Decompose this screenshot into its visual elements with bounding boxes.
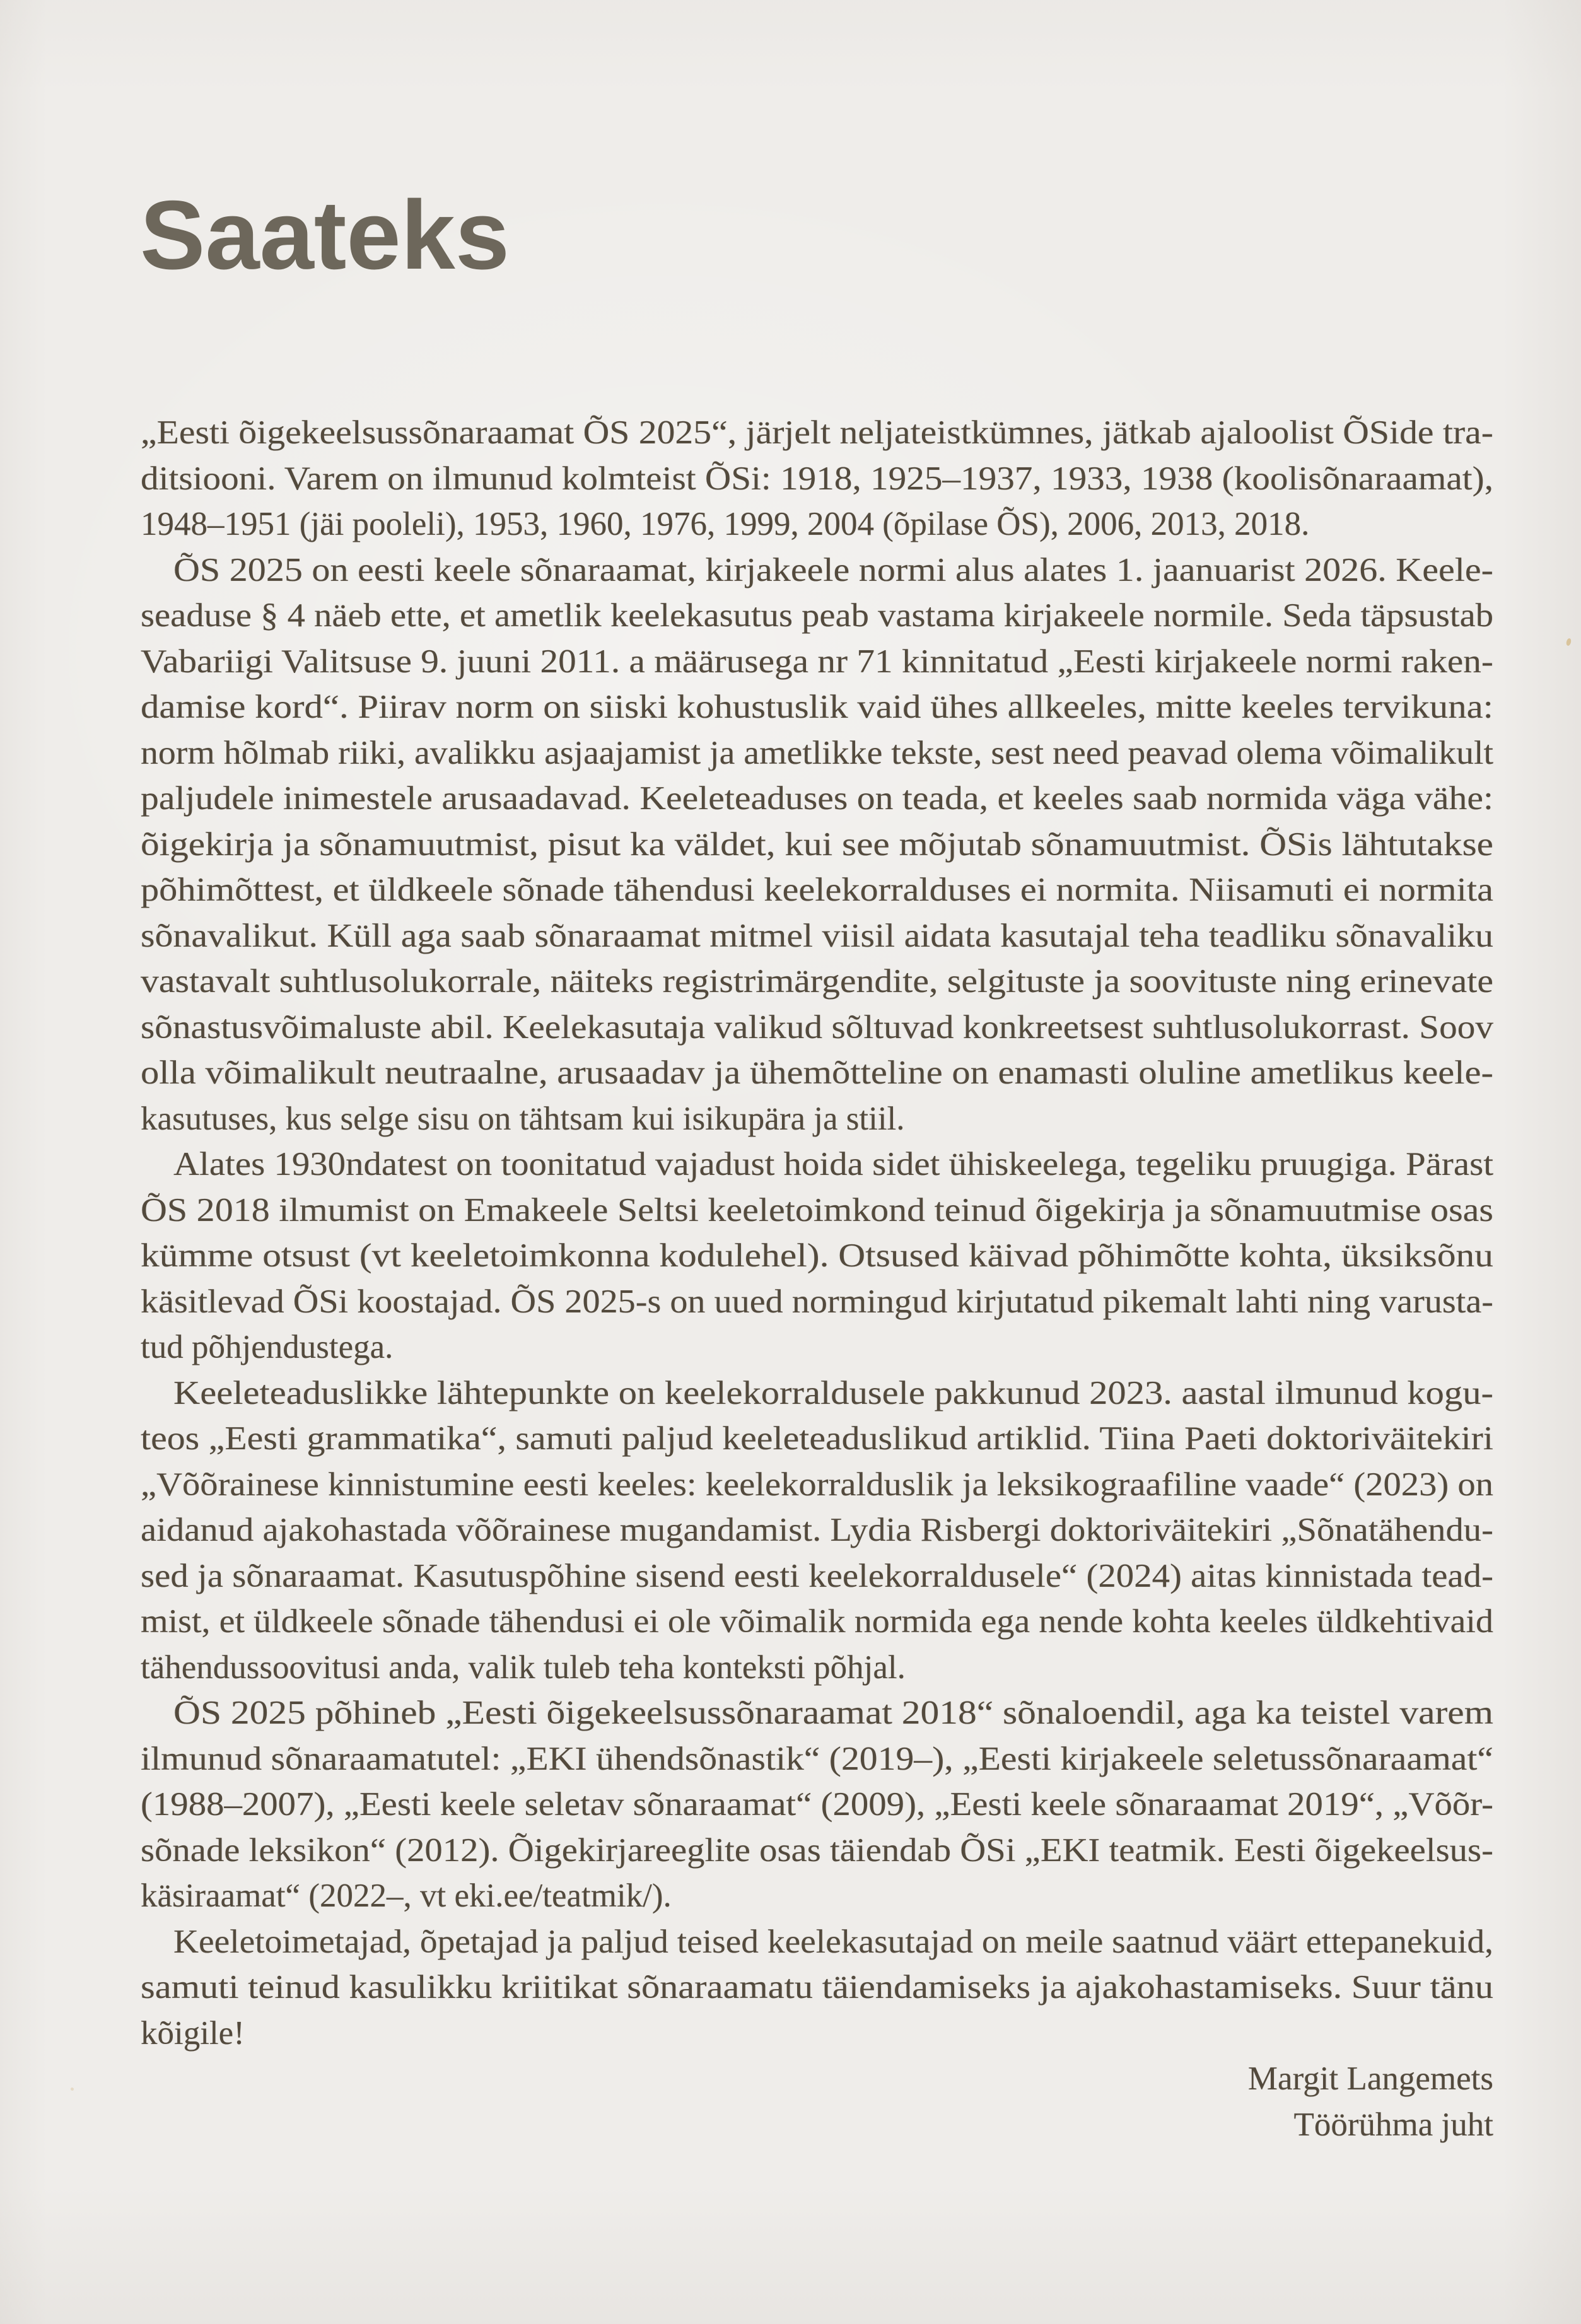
text-line: paljudele inimestele arusaadavad. Keeleteaduses on teada, et keeles saab normida väga vähe: xyxy=(141,780,1493,817)
text-line: ÕS 2025 põhineb „Eesti õigekeelsussõnaraamat 2018“ sõnaloendil, aga ka teistel varem xyxy=(173,1695,1493,1731)
signature-block xyxy=(141,2056,1493,2147)
text-line: ilmunud sõnaraamatutel: „EKI ühendsõnastik“ (2019–), „Eesti kirjakeele seletussõnaraamat“ xyxy=(141,1740,1493,1777)
text-line: kõigile! xyxy=(141,2014,245,2052)
page-title: Saateks xyxy=(140,180,510,289)
text-line: Alates 1930ndatest on toonitatud vajadust hoida sidet ühiskeelega, tegeliku pruugiga. Pärast xyxy=(173,1146,1493,1182)
text-line: sed ja sõnaraamat. Kasutuspõhine sisend eesti keelekorraldusele“ (2024) aitas kinnistada tead- xyxy=(141,1557,1493,1594)
signature-role: Töörühma juht xyxy=(1293,2106,1493,2143)
paper-speck xyxy=(1565,638,1572,646)
paper-speck xyxy=(71,2088,74,2091)
text-line: ÕS 2025 on eesti keele sõnaraamat, kirjakeele normi alus alates 1. jaanuarist 2026. Keele- xyxy=(173,551,1493,588)
text-line: õigekirja ja sõnamuutmist, pisut ka väldet, kui see mõjutab sõnamuutmist. ÕSis lähtutakse xyxy=(141,826,1493,863)
text-line: damise kord“. Piirav norm on siiski kohustuslik vaid ühes allkeeles, mitte keeles tervikuna: xyxy=(141,689,1493,725)
text-line: Vabariigi Valitsuse 9. juuni 2011. a määrusega nr 71 kinnitatud „Eesti kirjakeele normi raken- xyxy=(141,643,1493,680)
text-line: mist, et üldkeele sõnade tähendusi ei ole võimalik normida ega nende kohta keeles üldkehtivaid xyxy=(141,1603,1493,1640)
text-line: kasutuses, kus selge sisu on tähtsam kui isikupära ja stiil. xyxy=(141,1100,905,1137)
paragraph xyxy=(141,1142,1493,1370)
paragraph xyxy=(141,1919,1493,2057)
text-line: norm hõlmab riiki, avalikku asjaajamist ja ametlikke tekste, sest need peavad olema võimalikult xyxy=(141,734,1493,771)
text-line: tud põhjendustega. xyxy=(141,1329,394,1365)
text-line: aidanud ajakohastada võõrainese mugandamist. Lydia Risbergi doktoriväitekiri „Sõnatähendu- xyxy=(141,1512,1493,1548)
text-line: põhimõttest, et üldkeele sõnade tähendusi keelekorralduses ei normita. Niisamuti ei normita xyxy=(141,872,1493,908)
paragraph xyxy=(141,1370,1493,1691)
paragraph xyxy=(141,410,1493,547)
text-line: vastavalt suhtlusolukorrale, näiteks registrimärgendite, selgituste ja soovituste ning erinevate xyxy=(141,963,1493,1000)
text-line: tähendussoovitusi anda, valik tuleb teha konteksti põhjal. xyxy=(141,1649,906,1686)
paragraph xyxy=(141,547,1493,1142)
text-line: Keeletoimetajad, õpetajad ja paljud teised keelekasutajad on meile saatnud väärt ettepanekuid, xyxy=(173,1923,1493,1960)
text-line: sõnavalikut. Küll aga saab sõnaraamat mitmel viisil aidata kasutajal teha teadliku sõnavaliku xyxy=(141,917,1493,954)
text-line: Keeleteaduslikke lähtepunkte on keelekorraldusele pakkunud 2023. aastal ilmunud kogu- xyxy=(173,1374,1493,1411)
text-line: (1988–2007), „Eesti keele seletav sõnaraamat“ (2009), „Eesti keele sõnaraamat 2019“, „Võõr- xyxy=(141,1786,1493,1823)
text-line: käsiraamat“ (2022–, vt eki.ee/teatmik/). xyxy=(141,1877,672,1914)
signature-name: Margit Langemets xyxy=(1247,2060,1493,2097)
text-line: sõnastusvõimaluste abil. Keelekasutaja valikud sõltuvad konkreetsest suhtlusolukorrast. Soov xyxy=(141,1008,1493,1046)
text-line: käsitlevad ÕSi koostajad. ÕS 2025-s on uued normingud kirjutatud pikemalt lahti ning varusta- xyxy=(141,1283,1493,1320)
paragraph xyxy=(141,1690,1493,1919)
text-line: seaduse § 4 näeb ette, et ametlik keelekasutus peab vastama kirjakeele normile. Seda täpsustab xyxy=(141,597,1493,634)
text-line: ÕS 2018 ilmumist on Emakeele Seltsi keeletoimkond teinud õigekirja ja sõnamuutmise osas xyxy=(141,1191,1493,1229)
body-text xyxy=(141,410,1493,2147)
text-line: teos „Eesti grammatika“, samuti paljud keeleteaduslikud artiklid. Tiina Paeti doktoriväitekiri xyxy=(141,1420,1493,1457)
text-line: samuti teinud kasulikku kriitikat sõnaraamatu täiendamiseks ja ajakohastamiseks. Suur tänu xyxy=(141,1969,1493,2006)
text-line: 1948–1951 (jäi pooleli), 1953, 1960, 1976, 1999, 2004 (õpilase ÕS), 2006, 2013, 2018. xyxy=(141,506,1310,542)
text-line: sõnade leksikon“ (2012). Õigekirjareeglite osas täiendab ÕSi „EKI teatmik. Eesti õigekeelsus- xyxy=(141,1831,1493,1869)
text-line: „Võõrainese kinnistumine eesti keeles: keelekorralduslik ja leksikograafiline vaade“ (2023) on xyxy=(141,1466,1493,1503)
text-line: kümme otsust (vt keeletoimkonna kodulehel). Otsused käivad põhimõtte kohta, üksiksõnu xyxy=(141,1237,1493,1274)
text-line: olla võimalikult neutraalne, arusaadav ja ühemõtteline on enamasti oluline ametlikus keele- xyxy=(141,1054,1493,1091)
text-line: ditsiooni. Varem on ilmunud kolmteist ÕSi: 1918, 1925–1937, 1933, 1938 (koolisõnaraamat), xyxy=(141,460,1493,497)
text-line: „Eesti õigekeelsussõnaraamat ÕS 2025“, järjelt neljateistkümnes, jätkab ajaloolist ÕSide tra- xyxy=(141,414,1493,451)
